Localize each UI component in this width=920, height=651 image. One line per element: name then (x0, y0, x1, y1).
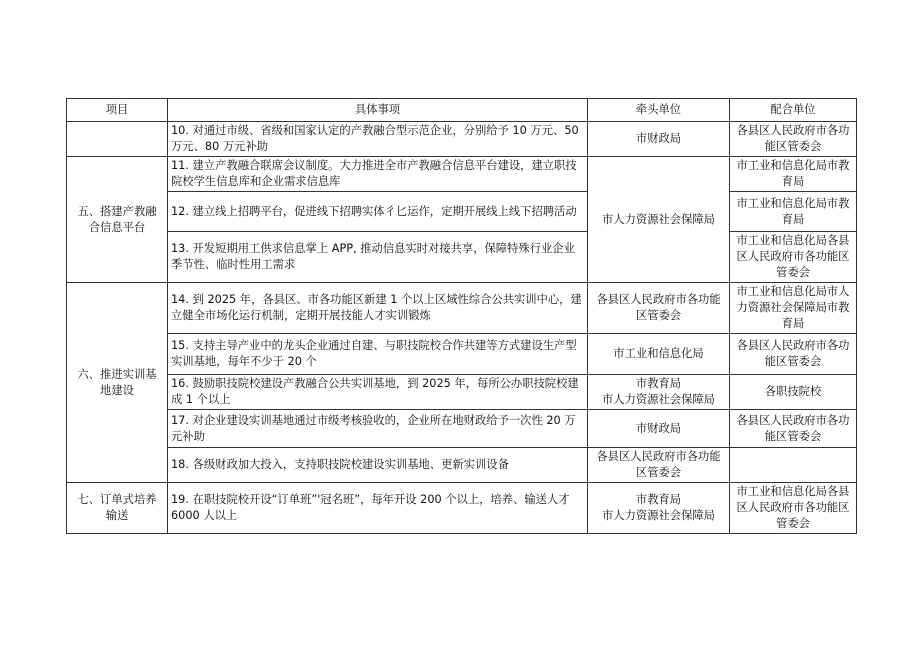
table-row (67, 157, 857, 192)
coop-cell: 市工业和信息化局市人力资源社会保障局市教育局 (730, 283, 857, 334)
lead-cell (588, 375, 730, 410)
detail-cell: 11. 建立产教融合联席会议制度。大力推进全市产教融合信息平台建设，建立职技院校学生信息库和企业需求信息库 (168, 157, 588, 192)
detail-cell: 19. 在职技院校开设“订单班”'冠名班”，每年开设 200 个以上，培养、输送人才 6000 人以上 (168, 483, 588, 534)
lead-line: 市人力资源社会保障局 (602, 509, 715, 522)
lead-cell: 各县区人民政府市各功能区管委会 (588, 283, 730, 334)
table-row (67, 334, 857, 375)
coop-cell: 各职技院校 (730, 375, 857, 410)
lead-cell: 市人力资源社会保障局 (588, 157, 730, 283)
table-row (67, 448, 857, 483)
lead-line: 市教育局 (635, 377, 682, 390)
detail-cell: 10. 对通过市级、省级和国家认定的产教融合型示范企业，分别给予 10 万元、50 万元、80 万元补助 (168, 122, 588, 157)
lead-cell: 市财政局 (588, 410, 730, 448)
detail-cell: 18. 各级财政加大投入，支持职技院校建设实训基地、更新实训设备 (168, 448, 588, 483)
coop-cell: 市工业和信息化局市教育局 (730, 157, 857, 192)
lead-line: 市教育局 (635, 493, 682, 506)
header-coop: 配合单位 (730, 99, 857, 122)
lead-cell (588, 483, 730, 534)
group-cell: 七、订单式培养输送 (67, 483, 168, 534)
lead-cell: 各县区人民政府市各功能区管委会 (588, 448, 730, 483)
coop-cell: 市工业和信息化局市教育局 (730, 192, 857, 232)
table-row (67, 192, 857, 232)
header-detail: 具体事项 (168, 99, 588, 122)
lead-cell: 市财政局 (588, 122, 730, 157)
detail-cell: 12. 建立线上招聘平台，促进线下招聘实体彳匕运作，定期开展线上线下招聘活动 (168, 192, 588, 232)
detail-cell: 15. 支持主导产业中的龙头企业通过自建、与职技院校合作共建等方式建设生产型实训基地，每年不少于 20 个 (168, 334, 588, 375)
coop-cell: 市工业和信息化局各县区人民政府市各功能区管委会 (730, 483, 857, 534)
group-cell: 六、推进实训基地建设 (67, 283, 168, 483)
detail-cell: 16. 鼓励职技院校建设产教融合公共实训基地，到 2025 年，每所公办职技院校建成 1 个以上 (168, 375, 588, 410)
table-row (67, 483, 857, 534)
coop-cell (730, 448, 857, 483)
table-row (67, 375, 857, 410)
task-table (66, 98, 857, 534)
header-item: 项目 (67, 99, 168, 122)
lead-line: 市人力资源社会保障局 (602, 393, 715, 406)
group-cell: 五、搭建产教融合信息平台 (67, 157, 168, 283)
table-row (67, 122, 857, 157)
table-row (67, 232, 857, 283)
coop-cell: 各县区人民政府市各功能区管委会 (730, 334, 857, 375)
table-row (67, 410, 857, 448)
detail-cell: 17. 对企业建设实训基地通过市级考核验收的，企业所在地财政给予一次性 20 万元补助 (168, 410, 588, 448)
coop-cell: 市工业和信息化局各县区人民政府市各功能区管委会 (730, 232, 857, 283)
table-row (67, 283, 857, 334)
group-cell (67, 122, 168, 157)
header-lead: 牵头单位 (588, 99, 730, 122)
coop-cell: 各县区人民政府市各功能区管委会 (730, 410, 857, 448)
lead-cell: 市工业和信息化局 (588, 334, 730, 375)
detail-cell: 14. 到 2025 年，各县区、市各功能区新建 1 个以上区域性综合公共实训中心，建立健全市场化运行机制，定期开展技能人才实训锻炼 (168, 283, 588, 334)
detail-cell: 13. 开发短期用工供求信息掌上 APP, 推动信息实时对接共享，保障特殊行业企业季节性、临时性用工需求 (168, 232, 588, 283)
table-header-row (67, 99, 857, 122)
coop-cell: 各县区人民政府市各功能区管委会 (730, 122, 857, 157)
